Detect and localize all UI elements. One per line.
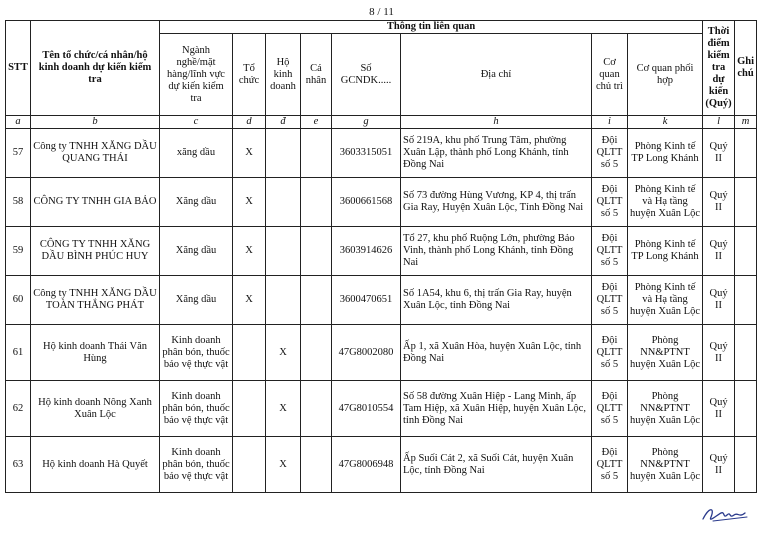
- column-letter: m: [735, 116, 757, 129]
- table-row: [6, 129, 757, 178]
- cell-gcndk: 3600470651: [332, 276, 401, 325]
- column-letter: d: [233, 116, 266, 129]
- header-address: Địa chỉ: [401, 34, 592, 116]
- cell-ho-kinh-doanh: [266, 178, 301, 227]
- cell-name: CÔNG TY TNHH XĂNG DẦU BÌNH PHÚC HUY: [31, 227, 160, 276]
- cell-ca-nhan: [301, 325, 332, 381]
- cell-lead-agency: Đội QLTT số 5: [592, 178, 628, 227]
- cell-time: Quý II: [703, 437, 735, 493]
- table-row: [6, 325, 757, 381]
- cell-note: [735, 325, 757, 381]
- table-row: [6, 276, 757, 325]
- table-header: [6, 21, 757, 129]
- cell-ho-kinh-doanh: X: [266, 381, 301, 437]
- cell-ca-nhan: [301, 437, 332, 493]
- column-letter: e: [301, 116, 332, 129]
- cell-gcndk: 3600661568: [332, 178, 401, 227]
- column-letter: h: [401, 116, 592, 129]
- cell-stt: 59: [6, 227, 31, 276]
- cell-gcndk: 3603315051: [332, 129, 401, 178]
- cell-lead-agency: Đội QLTT số 5: [592, 381, 628, 437]
- cell-ca-nhan: [301, 178, 332, 227]
- cell-note: [735, 276, 757, 325]
- inspection-table: [5, 20, 757, 493]
- cell-gcndk: 47G8010554: [332, 381, 401, 437]
- cell-to-chuc: [233, 437, 266, 493]
- header-coop-agency: Cơ quan phối hợp: [628, 34, 703, 116]
- cell-coop-agency: Phòng Kinh tế TP Long Khánh: [628, 227, 703, 276]
- cell-to-chuc: X: [233, 178, 266, 227]
- cell-gcndk: 3603914626: [332, 227, 401, 276]
- page-number: 8 / 11: [369, 6, 394, 18]
- cell-coop-agency: Phòng NN&PTNT huyện Xuân Lộc: [628, 437, 703, 493]
- cell-stt: 57: [6, 129, 31, 178]
- cell-note: [735, 437, 757, 493]
- cell-coop-agency: Phòng Kinh tế và Hạ tầng huyện Xuân Lộc: [628, 276, 703, 325]
- cell-address: Ấp 1, xã Xuân Hòa, huyện Xuân Lộc, tỉnh Đồng Nai: [401, 325, 592, 381]
- table-row: [6, 437, 757, 493]
- cell-name: Công ty TNHH XĂNG DẦU QUANG THÁI: [31, 129, 160, 178]
- cell-name: Hộ kinh doanh Thái Văn Hùng: [31, 325, 160, 381]
- header-lead-agency: Cơ quan chủ trì: [592, 34, 628, 116]
- column-letter: i: [592, 116, 628, 129]
- header-to-chuc: Tổ chức: [233, 34, 266, 116]
- table-body: [6, 129, 757, 493]
- header-info-group: Thông tin liên quan: [160, 21, 703, 34]
- cell-sector: Xăng dầu: [160, 227, 233, 276]
- cell-note: [735, 129, 757, 178]
- table-row: [6, 178, 757, 227]
- cell-ca-nhan: [301, 227, 332, 276]
- header-note: Ghi chú: [735, 21, 757, 116]
- column-letter: g: [332, 116, 401, 129]
- cell-to-chuc: X: [233, 129, 266, 178]
- cell-sector: Kinh doanh phân bón, thuốc bảo vệ thực vật: [160, 325, 233, 381]
- column-letter: a: [6, 116, 31, 129]
- cell-time: Quý II: [703, 325, 735, 381]
- cell-sector: Kinh doanh phân bón, thuốc bảo vệ thực vật: [160, 381, 233, 437]
- cell-ca-nhan: [301, 129, 332, 178]
- cell-gcndk: 47G8002080: [332, 325, 401, 381]
- cell-ho-kinh-doanh: [266, 129, 301, 178]
- cell-note: [735, 381, 757, 437]
- cell-lead-agency: Đội QLTT số 5: [592, 129, 628, 178]
- cell-ho-kinh-doanh: X: [266, 325, 301, 381]
- cell-address: Số 73 đường Hùng Vương, KP 4, thị trấn Gia Ray, Huyện Xuân Lộc, Tỉnh Đồng Nai: [401, 178, 592, 227]
- cell-lead-agency: Đội QLTT số 5: [592, 437, 628, 493]
- header-organization: Tên tổ chức/cá nhân/hộ kinh doanh dự kiến kiểm tra: [31, 21, 160, 116]
- column-letter-row: [6, 116, 757, 129]
- cell-sector: Kinh doanh phân bón, thuốc bảo vệ thực vật: [160, 437, 233, 493]
- column-letter: đ: [266, 116, 301, 129]
- cell-stt: 62: [6, 381, 31, 437]
- cell-ho-kinh-doanh: X: [266, 437, 301, 493]
- cell-coop-agency: Phòng NN&PTNT huyện Xuân Lộc: [628, 381, 703, 437]
- cell-address: Số 219A, khu phố Trung Tâm, phường Xuân Lập, thành phố Long Khánh, tỉnh Đồng Nai: [401, 129, 592, 178]
- cell-coop-agency: Phòng NN&PTNT huyện Xuân Lộc: [628, 325, 703, 381]
- cell-address: Số 1A54, khu 6, thị trấn Gia Ray, huyện Xuân Lộc, tỉnh Đồng Nai: [401, 276, 592, 325]
- cell-name: CÔNG TY TNHH GIA BẢO: [31, 178, 160, 227]
- column-letter: b: [31, 116, 160, 129]
- cell-note: [735, 227, 757, 276]
- cell-address: Số 58 đường Xuân Hiệp - Lang Minh, ấp Tam Hiệp, xã Xuân Hiệp, huyện Xuân Lộc, tỉnh Đồng Nai: [401, 381, 592, 437]
- cell-lead-agency: Đội QLTT số 5: [592, 325, 628, 381]
- cell-lead-agency: Đội QLTT số 5: [592, 276, 628, 325]
- handwritten-signature: [699, 503, 751, 525]
- cell-ca-nhan: [301, 276, 332, 325]
- header-ca-nhan: Cá nhân: [301, 34, 332, 116]
- cell-gcndk: 47G8006948: [332, 437, 401, 493]
- cell-address: Ấp Suối Cát 2, xã Suối Cát, huyện Xuân Lộc, tỉnh Đồng Nai: [401, 437, 592, 493]
- cell-to-chuc: [233, 325, 266, 381]
- cell-sector: xăng dầu: [160, 129, 233, 178]
- header-gcndk: Số GCNDK.....: [332, 34, 401, 116]
- header-time: Thời điểm kiểm tra dự kiến (Quý): [703, 21, 735, 116]
- cell-name: Hộ kinh doanh Hà Quyết: [31, 437, 160, 493]
- cell-stt: 58: [6, 178, 31, 227]
- header-sector: Ngành nghề/mặt hàng/lĩnh vực dự kiến kiểm tra: [160, 34, 233, 116]
- cell-note: [735, 178, 757, 227]
- cell-time: Quý II: [703, 227, 735, 276]
- cell-name: Hộ kinh doanh Nông Xanh Xuân Lộc: [31, 381, 160, 437]
- header-stt: STT: [6, 21, 31, 116]
- cell-to-chuc: X: [233, 276, 266, 325]
- cell-time: Quý II: [703, 129, 735, 178]
- column-letter: l: [703, 116, 735, 129]
- column-letter: c: [160, 116, 233, 129]
- cell-time: Quý II: [703, 381, 735, 437]
- cell-coop-agency: Phòng Kinh tế TP Long Khánh: [628, 129, 703, 178]
- table-row: [6, 227, 757, 276]
- cell-stt: 63: [6, 437, 31, 493]
- cell-address: Tổ 27, khu phố Ruộng Lớn, phường Bảo Vinh, thành phố Long Khánh, tỉnh Đồng Nai: [401, 227, 592, 276]
- cell-name: Công ty TNHH XĂNG DẦU TOÀN THẮNG PHÁT: [31, 276, 160, 325]
- cell-stt: 60: [6, 276, 31, 325]
- cell-coop-agency: Phòng Kinh tế và Hạ tầng huyện Xuân Lộc: [628, 178, 703, 227]
- cell-time: Quý II: [703, 178, 735, 227]
- cell-to-chuc: [233, 381, 266, 437]
- cell-ho-kinh-doanh: [266, 227, 301, 276]
- cell-ho-kinh-doanh: [266, 276, 301, 325]
- table-row: [6, 381, 757, 437]
- cell-sector: Xăng dầu: [160, 276, 233, 325]
- cell-time: Quý II: [703, 276, 735, 325]
- cell-ca-nhan: [301, 381, 332, 437]
- header-ho-kinh-doanh: Hộ kinh doanh: [266, 34, 301, 116]
- cell-sector: Xăng dầu: [160, 178, 233, 227]
- cell-lead-agency: Đội QLTT số 5: [592, 227, 628, 276]
- cell-to-chuc: X: [233, 227, 266, 276]
- cell-stt: 61: [6, 325, 31, 381]
- column-letter: k: [628, 116, 703, 129]
